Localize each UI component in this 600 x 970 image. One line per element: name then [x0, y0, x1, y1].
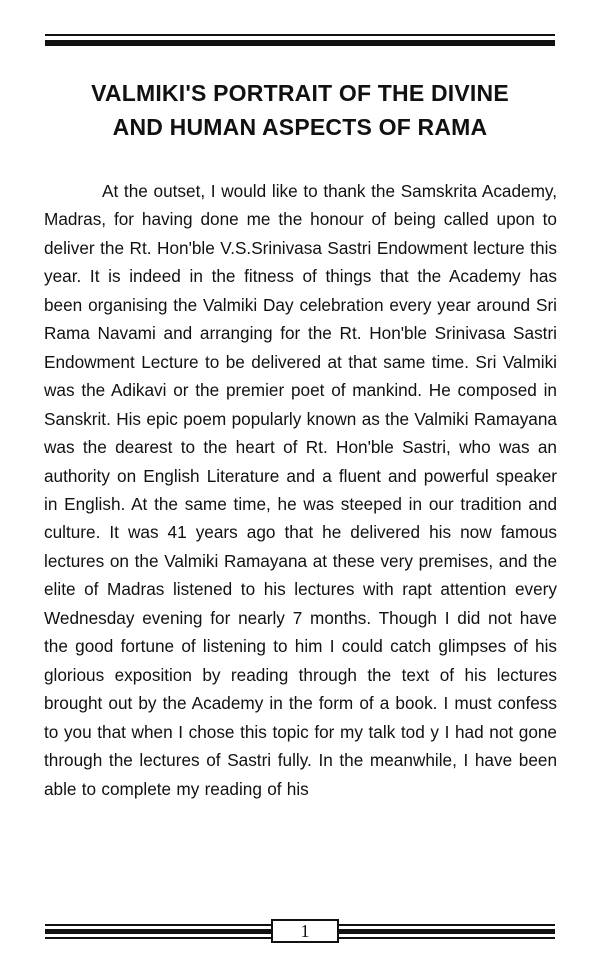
top-rule-thin-line: [45, 34, 555, 36]
top-rule-thick-line: [45, 40, 555, 46]
chapter-title-line-2: AND HUMAN ASPECTS OF RAMA: [112, 114, 488, 140]
page-number: 1: [300, 921, 310, 941]
page-footer: [45, 915, 555, 945]
footer-rule-left-thick: [45, 929, 271, 934]
chapter-title-line-1: VALMIKI'S PORTRAIT OF THE DIVINE: [91, 80, 509, 106]
footer-rule-left-thin: [45, 924, 271, 926]
page-number-box: [271, 919, 339, 943]
body-paragraph: At the outset, I would like to thank the Samskrita Academy, Madras, for having done me the honour of being called upon to deliver the Rt. Hon'ble V.S.Srinivasa Sastri Endowment lecture this year. It is indeed in the fitness of things that the Academy has been organising the Valmiki Day celebration every year around Sri Rama Navami and arranging for the Rt. Hon'ble Srinivasa Sastri Endowment Lecture to be delivered at that same time. Sri Valmiki was the Adikavi or the premier poet of mankind. He composed in Sanskrit. His epic poem popularly known as the Valmiki Ramayana was the dearest to the heart of Rt. Hon'ble Sastri, who was an authority on English Literature and a fluent and powerful speaker in English. At the same time, he was steeped in our tradition and culture. It was 41 years ago that he delivered his now famous lectures on the Valmiki Ramayana at these very premises, and the elite of Madras listened to his lectures with rapt attention every Wednesday evening for nearly 7 months. Though I did not have the good fortune of listening to him I could catch glimpses of his glorious exposition by reading through the text of his lectures brought out by the Academy in the form of a book. I must confess to you that when I chose this topic for my talk tod y I had not gone through the lectures of Sastri fully. In the meanwhile, I have been able to complete my reading of his: [44, 181, 557, 799]
footer-rule-left-bottom: [45, 937, 271, 939]
footer-rule-right-thin: [339, 924, 555, 926]
footer-rule-right-thick: [339, 929, 555, 934]
chapter-title: [40, 76, 560, 144]
top-double-rule: [45, 34, 555, 48]
footer-rule-right-bottom: [339, 937, 555, 939]
